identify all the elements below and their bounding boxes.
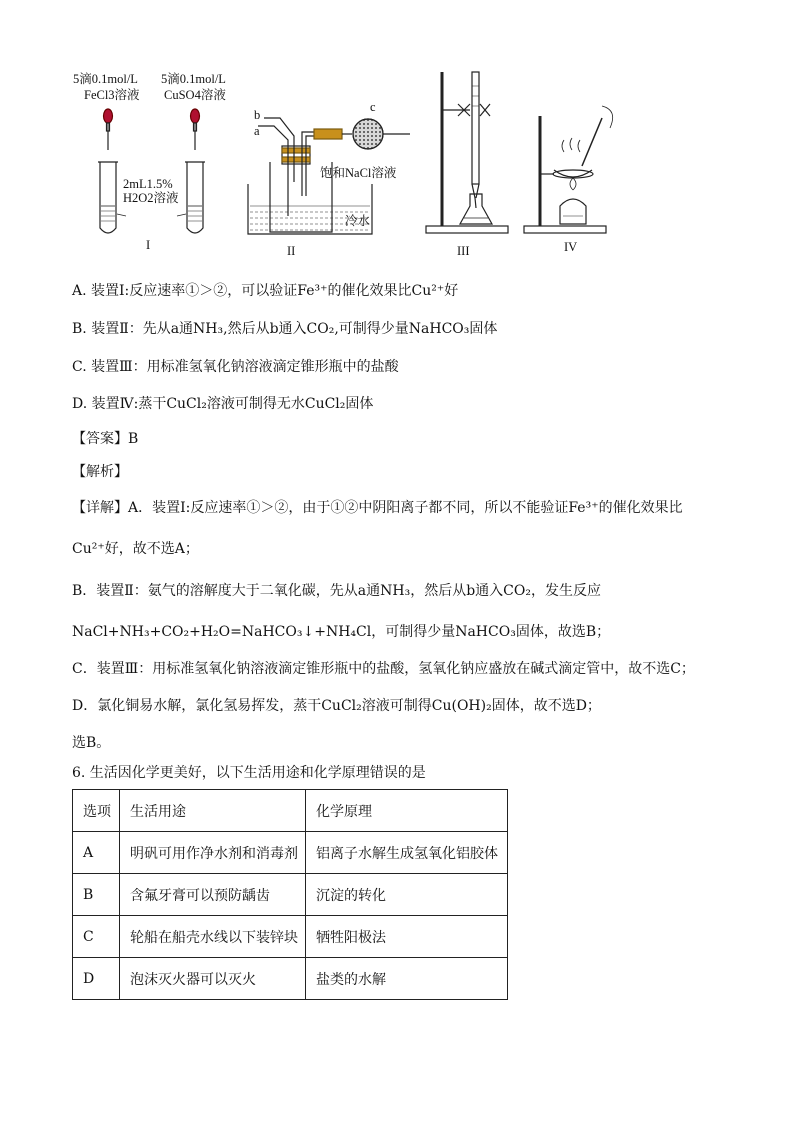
roman-iv: IV <box>564 240 578 254</box>
apparatus-drawing <box>70 66 630 260</box>
cell-principle: 沉淀的转化 <box>306 874 508 916</box>
cell-usage: 含氟牙膏可以预防龋齿 <box>120 874 306 916</box>
detail-line-2: Cu²⁺好，故不选A； <box>72 541 199 557</box>
tube2-label-line2: CuSO4溶液 <box>164 88 226 102</box>
cell-usage: 明矾可用作净水剂和消毒剂 <box>120 832 306 874</box>
detail-line-3: B．装置Ⅱ：氨气的溶解度大于二氧化碳，先从a通NH₃，然后从b通入CO₂，发生反应 <box>72 583 601 599</box>
cell-usage: 轮船在船壳水线以下装锌块 <box>120 916 306 958</box>
cold-water-label: 冷水 <box>345 214 371 228</box>
detail-line-4: NaCl+NH₃+CO₂+H₂O=NaHCO₃↓+NH₄Cl，可制得少量NaHCO₃固体，故选B； <box>72 624 611 640</box>
table-row <box>73 958 508 1000</box>
apparatus-iv <box>524 106 613 233</box>
h2o2-label-line1: 2mL1.5% <box>123 177 173 191</box>
label-c: c <box>370 100 376 114</box>
apparatus-figure <box>70 66 630 260</box>
cell-principle: 牺牲阳极法 <box>306 916 508 958</box>
table-row <box>73 832 508 874</box>
nacl-label: 饱和NaCl溶液 <box>320 166 397 180</box>
tube2-label-line1: 5滴0.1mol/L <box>161 72 226 86</box>
option-b: B. 装置Ⅱ：先从a通NH₃,然后从b通入CO₂,可制得少量NaHCO₃固体 <box>72 321 498 337</box>
cell-principle: 铝离子水解生成氢氧化铝胶体 <box>306 832 508 874</box>
detail-line-7: 选B。 <box>72 735 111 751</box>
h2o2-label-line2: H2O2溶液 <box>123 191 179 205</box>
principles-table <box>72 789 508 1000</box>
analysis-title: 【解析】 <box>72 464 128 480</box>
option-a: A. 装置Ⅰ:反应速率①＞②，可以验证Fe³⁺的催化效果比Cu²⁺好 <box>72 283 459 299</box>
question-6: 6. 生活因化学更美好，以下生活用途和化学原理错误的是 <box>72 765 426 781</box>
detail-line-6: D．氯化铜易水解，氯化氢易挥发，蒸干CuCl₂溶液可制得Cu(OH)₂固体，故不选D； <box>72 698 601 714</box>
answer: 【答案】B <box>72 431 139 447</box>
table-row <box>73 874 508 916</box>
header-option: 选项 <box>73 790 120 832</box>
tube1-label-line2: FeCl3溶液 <box>84 88 140 102</box>
cell-option: A <box>73 832 120 874</box>
cell-option: C <box>73 916 120 958</box>
cell-principle: 盐类的水解 <box>306 958 508 1000</box>
table-row <box>73 916 508 958</box>
option-c: C. 装置Ⅲ：用标准氢氧化钠溶液滴定锥形瓶中的盐酸 <box>72 359 399 375</box>
detail-line-5: C．装置Ⅲ：用标准氢氧化钠溶液滴定锥形瓶中的盐酸，氢氧化钠应盛放在碱式滴定管中，故不选C； <box>72 661 695 677</box>
table-header-row <box>73 790 508 832</box>
apparatus-iii <box>426 72 508 233</box>
cell-usage: 泡沫灭火器可以灭火 <box>120 958 306 1000</box>
option-d: D. 装置Ⅳ:蒸干CuCl₂溶液可制得无水CuCl₂固体 <box>72 396 374 412</box>
roman-i: I <box>146 238 151 252</box>
tube1-label-line1: 5滴0.1mol/L <box>73 72 138 86</box>
cell-option: D <box>73 958 120 1000</box>
detail-line-1: 【详解】A．装置Ⅰ:反应速率①＞②，由于①②中阴阳离子都不同，所以不能验证Fe³⁺的催化效果比 <box>72 500 683 516</box>
label-a: a <box>254 124 260 138</box>
cell-option: B <box>73 874 120 916</box>
header-principle: 化学原理 <box>306 790 508 832</box>
header-usage: 生活用途 <box>120 790 306 832</box>
roman-ii: II <box>287 244 296 258</box>
apparatus-i <box>98 109 205 233</box>
roman-iii: III <box>457 244 470 258</box>
label-b: b <box>254 108 261 122</box>
